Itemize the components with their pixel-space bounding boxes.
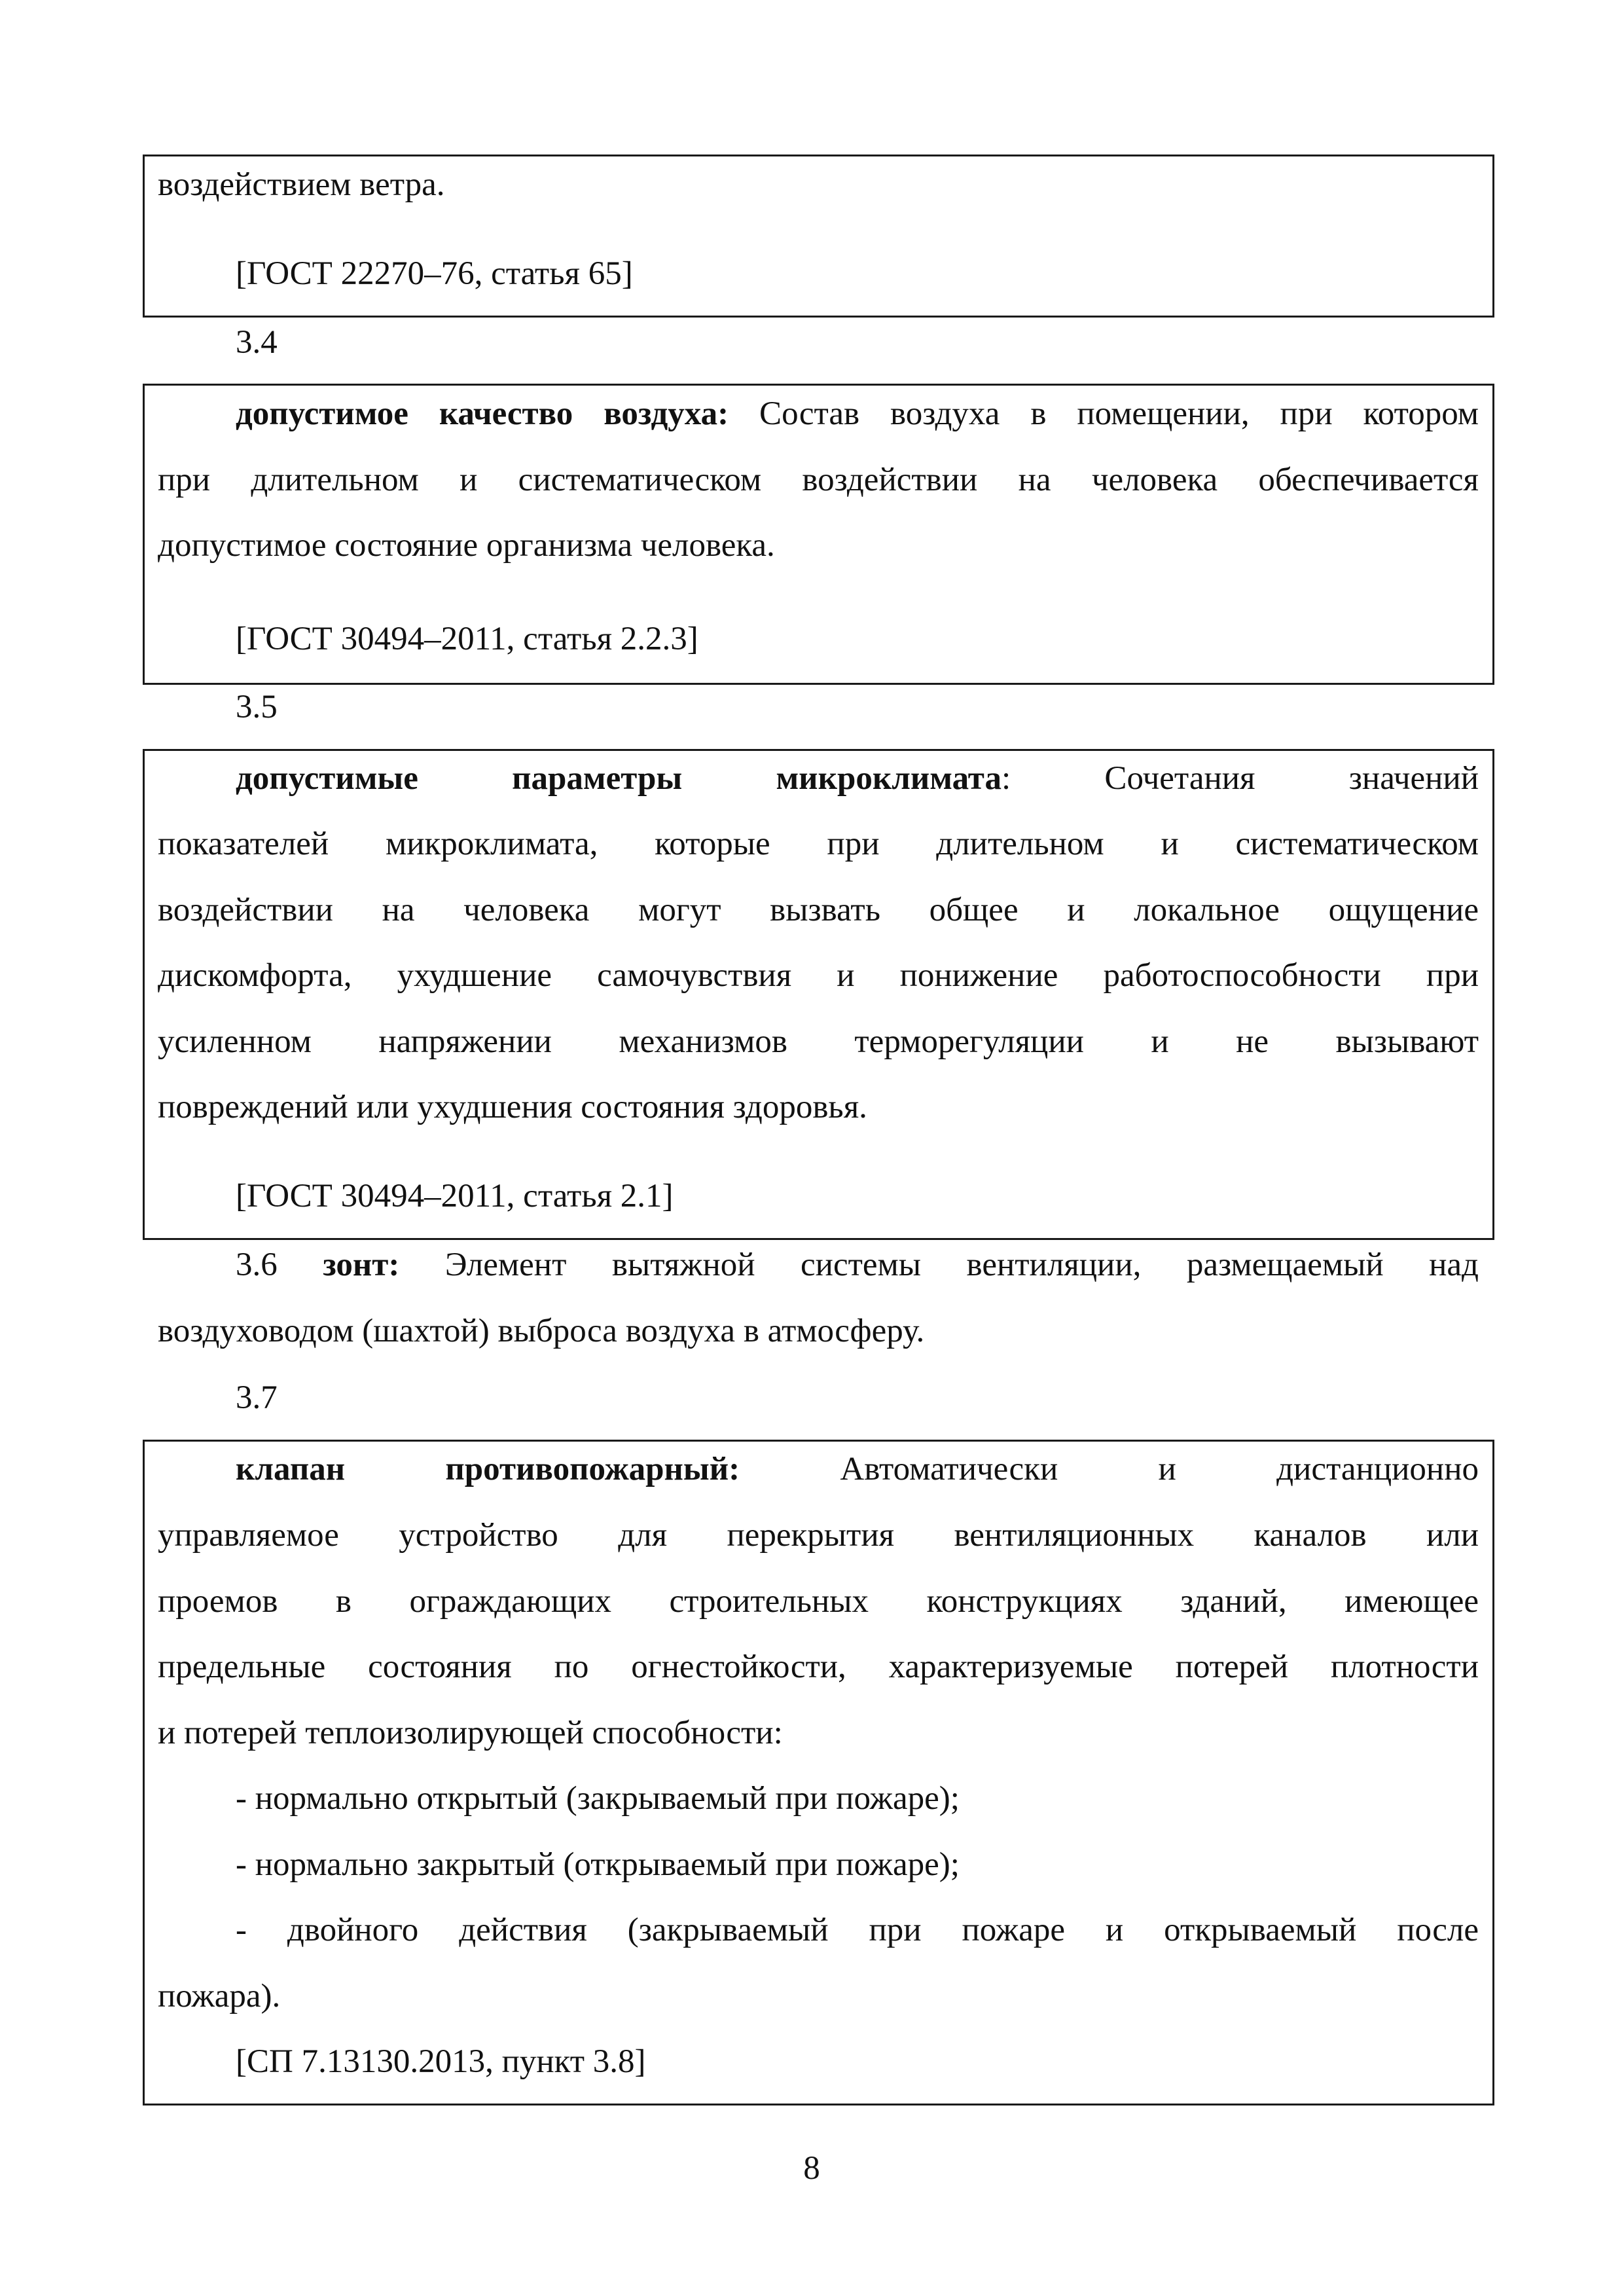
section-number: 3.7 xyxy=(236,1379,278,1416)
definition-text: Сочетания значений xyxy=(1104,760,1479,797)
definition-text: Элемент вытяжной системы вентиляции, размещаемый над xyxy=(444,1247,1479,1283)
list-item-continuation: пожара). xyxy=(158,1978,281,2014)
continued-text-line: воздействием ветра. xyxy=(158,166,445,203)
definition-line: предельные состояния по огнестойкости, характеризуемые потерей плотности xyxy=(158,1649,1479,1685)
definition-line: воздействии на человека могут вызвать общее и локальное ощущение xyxy=(158,892,1479,928)
definition-line: проемов в ограждающих строительных конструкциях зданий, имеющее xyxy=(158,1583,1479,1620)
term-bold: допустимые параметры микроклимата xyxy=(236,760,1001,797)
definition-line: повреждений или ухудшения состояния здоровья. xyxy=(158,1089,867,1125)
term-bold: клапан противопожарный: xyxy=(236,1451,740,1487)
definition-line: воздуховодом (шахтой) выброса воздуха в атмосферу. xyxy=(158,1313,925,1349)
definition-line xyxy=(236,1248,1479,1282)
source-reference: [ГОСТ 30494–2011, статья 2.1] xyxy=(236,1178,674,1214)
definition-line: при длительном и систематическом воздействии на человека обеспечивается xyxy=(158,462,1479,498)
definition-line: допустимое состояние организма человека. xyxy=(158,527,775,564)
definition-line xyxy=(236,397,1479,431)
source-reference: [ГОСТ 22270–76, статья 65] xyxy=(236,255,633,292)
definition-line: управляемое устройство для перекрытия вентиляционных каналов или xyxy=(158,1517,1479,1554)
definition-text: Состав воздуха в помещении, при котором xyxy=(759,395,1479,432)
definition-line xyxy=(236,762,1479,795)
definition-line: дискомфорта, ухудшение самочувствия и понижение работоспособности при xyxy=(158,957,1479,994)
section-number: 3.6 xyxy=(236,1247,278,1283)
page-number: 8 xyxy=(803,2150,820,2187)
definition-line: показателей микроклимата, которые при длительном и систематическом xyxy=(158,826,1479,862)
section-number: 3.5 xyxy=(236,689,278,725)
definition-text: Автоматически и дистанционно xyxy=(840,1451,1479,1487)
list-item: - двойного действия (закрываемый при пожаре и открываемый после xyxy=(236,1912,1479,1948)
source-reference: [СП 7.13130.2013, пункт 3.8] xyxy=(236,2043,646,2080)
list-item: - нормально открытый (закрываемый при пожаре); xyxy=(236,1780,960,1817)
definition-line: и потерей теплоизолирующей способности: xyxy=(158,1715,783,1751)
list-item: - нормально закрытый (открываемый при пожаре); xyxy=(236,1846,960,1883)
definition-line: усиленном напряжении механизмов терморегуляции и не вызывают xyxy=(158,1023,1479,1060)
term-bold: допустимое качество воздуха: xyxy=(236,395,729,432)
definition-box-3-5 xyxy=(143,749,1494,1240)
term-bold: зонт: xyxy=(323,1247,400,1283)
definition-line xyxy=(236,1453,1479,1486)
term-colon: : xyxy=(1001,760,1011,797)
source-reference: [ГОСТ 30494–2011, статья 2.2.3] xyxy=(236,621,698,657)
section-number: 3.4 xyxy=(236,324,278,361)
